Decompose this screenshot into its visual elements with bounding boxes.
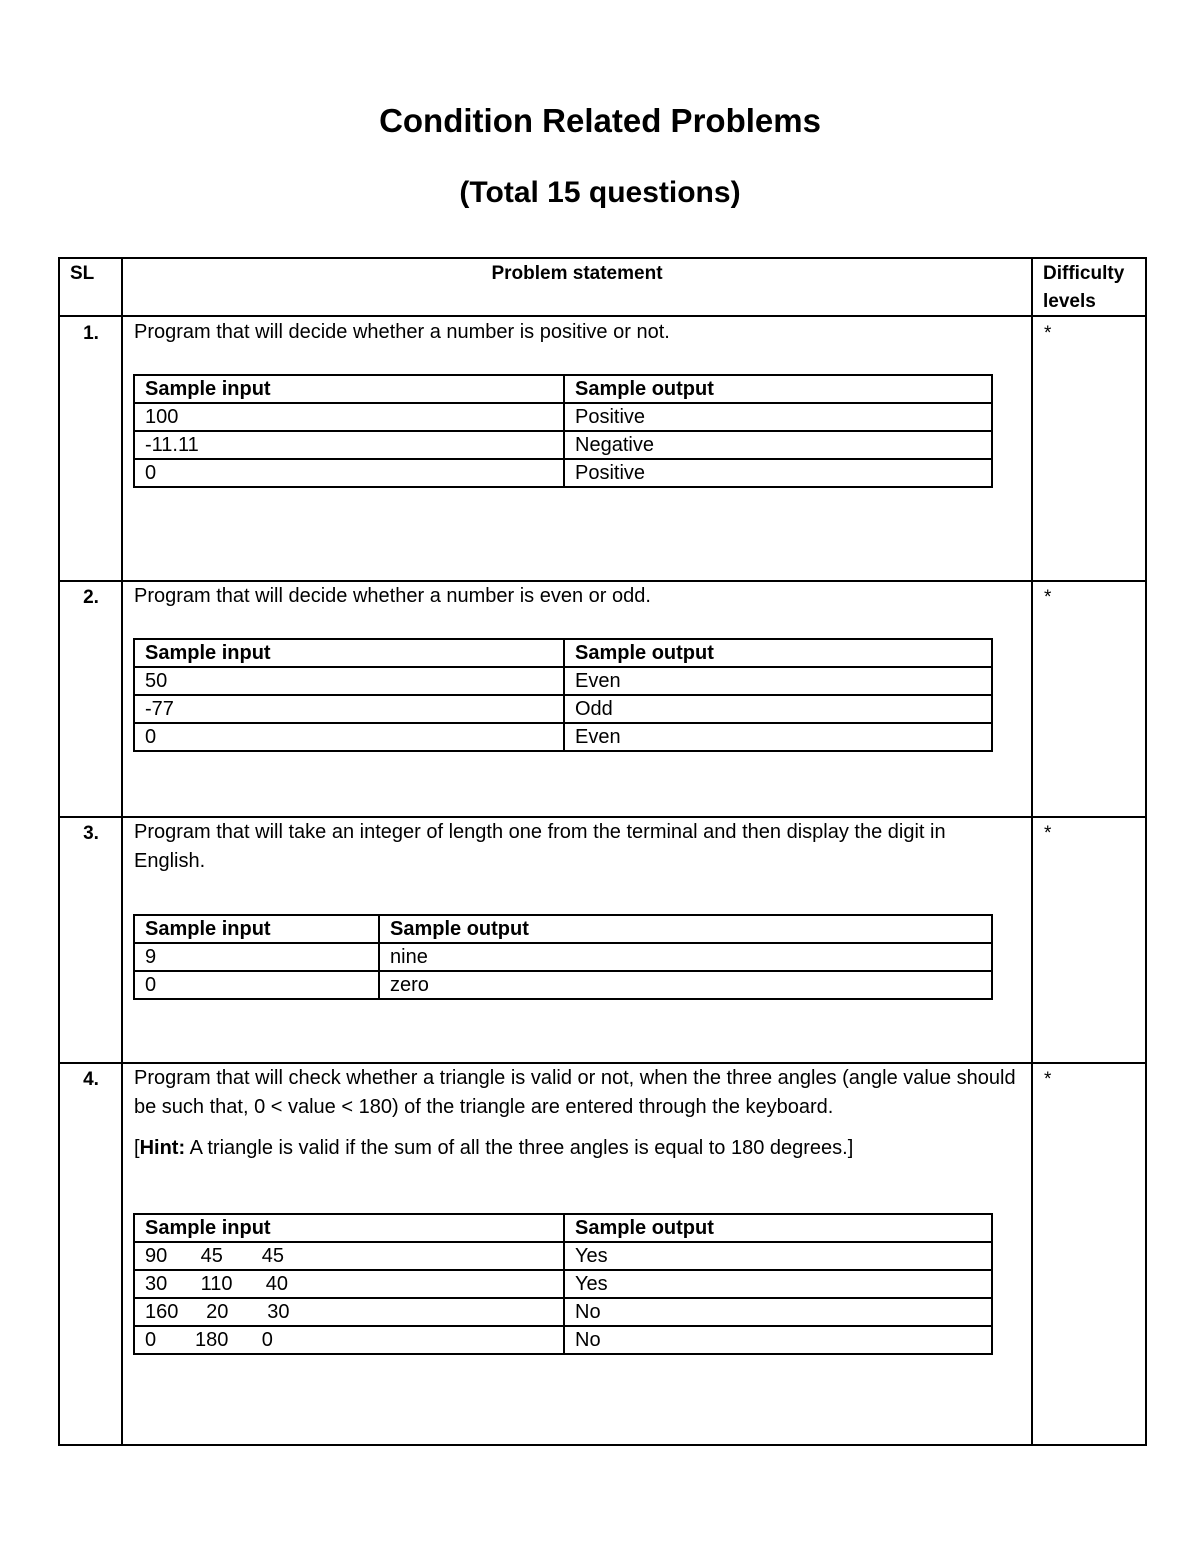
- sample-output: Negative: [564, 431, 992, 459]
- problem-statement: Program that will decide whether a number is positive or not.: [134, 321, 670, 343]
- sample-output-header: Sample output: [564, 1214, 992, 1242]
- sample-input: 0: [134, 723, 564, 751]
- sample-input: 0: [134, 459, 564, 487]
- page-subtitle: (Total 15 questions): [459, 176, 741, 209]
- table-border-left: [58, 257, 60, 1446]
- sample-input-header: Sample input: [134, 375, 564, 403]
- sample-input: -11.11: [134, 431, 564, 459]
- sample-output-header: Sample output: [379, 915, 992, 943]
- sample-output: Positive: [564, 459, 992, 487]
- problem-statement: Program that will take an integer of length one from the terminal and then display the digit in English.: [134, 821, 946, 872]
- page-title: Condition Related Problems: [379, 102, 821, 139]
- sample-table: [133, 374, 993, 488]
- sample-table: [133, 638, 993, 752]
- hint-label: Hint:: [139, 1137, 186, 1159]
- sample-input: 0 180 0: [134, 1326, 564, 1354]
- header-difficulty: Difficulty levels: [1043, 263, 1125, 312]
- sample-input: -77: [134, 695, 564, 723]
- sample-output: Positive: [564, 403, 992, 431]
- sample-input: 50: [134, 667, 564, 695]
- problem-statement: Program that will check whether a triangle is valid or not, when the three angles (angle value should be such that, 0 < value < 180) of the triangle are entered through the keyboard.: [134, 1067, 1016, 1118]
- sample-input: 0: [134, 971, 379, 999]
- sample-input: 90 45 45: [134, 1242, 564, 1270]
- sample-output: zero: [379, 971, 992, 999]
- problem-sl: 1.: [83, 323, 99, 344]
- header-sl: SL: [70, 263, 95, 284]
- difficulty-rating: *: [1044, 1069, 1052, 1090]
- difficulty-rating: *: [1044, 587, 1052, 608]
- sample-input: 9: [134, 943, 379, 971]
- header-statement: Problem statement: [491, 263, 663, 284]
- hint: [134, 1134, 1024, 1163]
- column-divider: [121, 257, 123, 1446]
- sample-output: Odd: [564, 695, 992, 723]
- problem-sl: 2.: [83, 587, 99, 608]
- sample-output-header: Sample output: [564, 639, 992, 667]
- hint-open: [: [134, 1137, 140, 1159]
- sample-table: [133, 914, 993, 1000]
- sample-output: Even: [564, 667, 992, 695]
- sample-input-header: Sample input: [134, 639, 564, 667]
- problem-sl: 3.: [83, 823, 99, 844]
- table-border-top: [58, 257, 1147, 259]
- problem-sl: 4.: [83, 1069, 99, 1090]
- sample-input: 100: [134, 403, 564, 431]
- sample-table: [133, 1213, 993, 1355]
- table-border-bottom: [58, 1444, 1147, 1446]
- header-divider: [58, 315, 1147, 317]
- sample-output: No: [564, 1326, 992, 1354]
- column-divider: [1031, 257, 1033, 1446]
- sample-output: nine: [379, 943, 992, 971]
- sample-output: Even: [564, 723, 992, 751]
- sample-output: Yes: [564, 1270, 992, 1298]
- sample-input: 160 20 30: [134, 1298, 564, 1326]
- sample-input: 30 110 40: [134, 1270, 564, 1298]
- sample-input-header: Sample input: [134, 915, 379, 943]
- sample-input-header: Sample input: [134, 1214, 564, 1242]
- sample-output: No: [564, 1298, 992, 1326]
- table-border-right: [1145, 257, 1147, 1446]
- problem-statement: Program that will decide whether a number is even or odd.: [134, 585, 651, 607]
- difficulty-rating: *: [1044, 323, 1052, 344]
- difficulty-rating: *: [1044, 823, 1052, 844]
- sample-output: Yes: [564, 1242, 992, 1270]
- hint-text: A triangle is valid if the sum of all the three angles is equal to 180 degrees.]: [185, 1137, 854, 1159]
- sample-output-header: Sample output: [564, 375, 992, 403]
